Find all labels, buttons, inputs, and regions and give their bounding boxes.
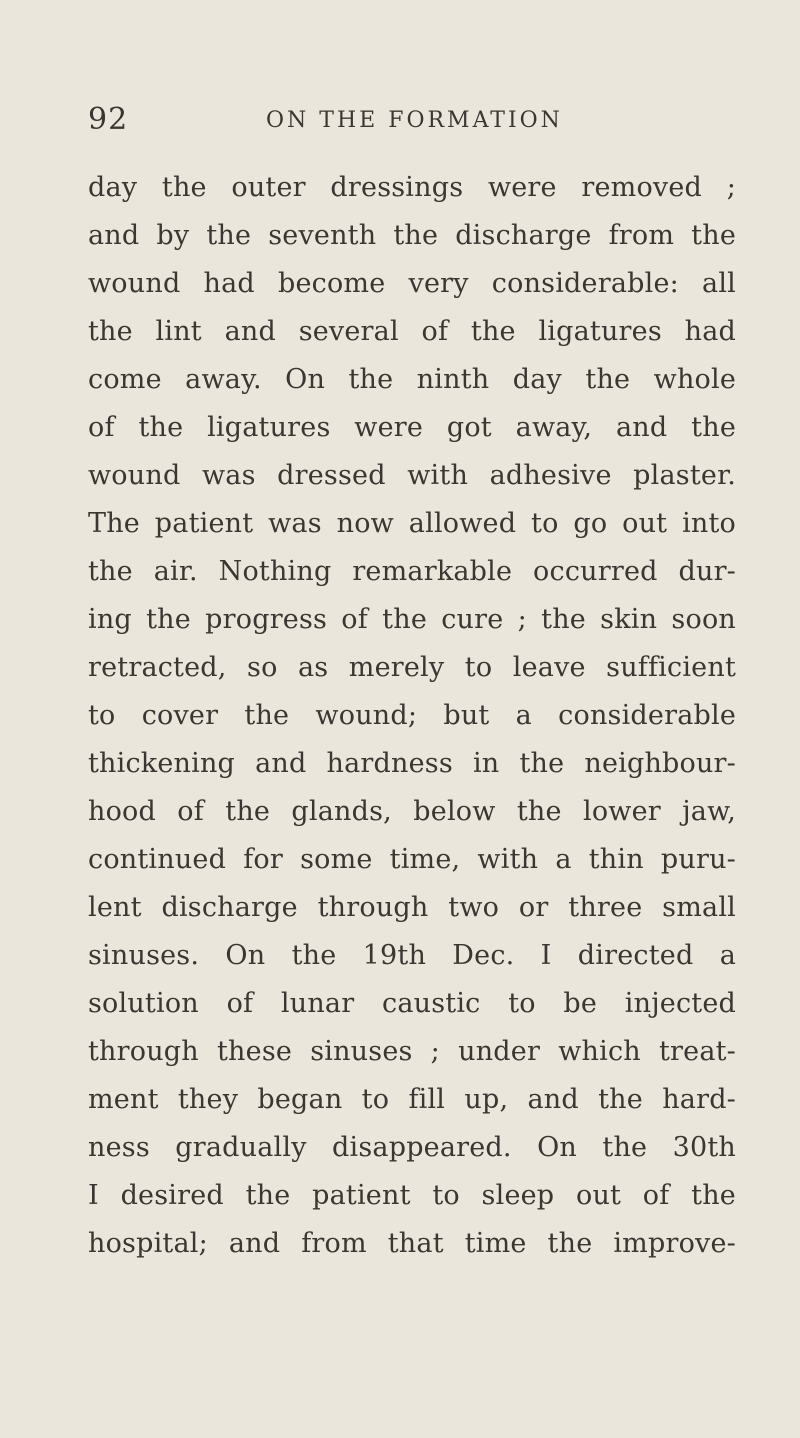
body-text xyxy=(88,164,736,1268)
text-line: hood of the glands, below the lower jaw, xyxy=(88,796,736,827)
text-line: wound was dressed with adhesive plaster. xyxy=(88,460,736,491)
text-line: thickening and hardness in the neighbour- xyxy=(88,748,736,779)
text-line: come away. On the ninth day the whole xyxy=(88,364,736,395)
page-number: 92 xyxy=(88,102,129,137)
text-line: of the ligatures were got away, and the xyxy=(88,412,736,443)
text-line: ment they began to fill up, and the hard- xyxy=(88,1084,736,1115)
text-line: sinuses. On the 19th Dec. I directed a xyxy=(88,940,736,971)
text-line: retracted, so as merely to leave sufficient xyxy=(88,652,736,683)
text-line: The patient was now allowed to go out into xyxy=(88,508,736,539)
text-line: solution of lunar caustic to be injected xyxy=(88,988,736,1019)
text-line: through these sinuses ; under which treat- xyxy=(88,1036,736,1067)
running-head: ON THE FORMATION xyxy=(266,108,563,133)
text-line: day the outer dressings were removed ; xyxy=(88,172,736,203)
text-line: I desired the patient to sleep out of the xyxy=(88,1180,736,1211)
text-line: wound had become very considerable: all xyxy=(88,268,736,299)
text-line: continued for some time, with a thin puru- xyxy=(88,844,736,875)
text-line: lent discharge through two or three small xyxy=(88,892,736,923)
page-header xyxy=(88,100,748,140)
text-line: hospital; and from that time the improve- xyxy=(88,1228,736,1259)
text-line: the lint and several of the ligatures had xyxy=(88,316,736,347)
text-line: to cover the wound; but a considerable xyxy=(88,700,736,731)
text-line: ing the progress of the cure ; the skin soon xyxy=(88,604,736,635)
text-line: ness gradually disappeared. On the 30th xyxy=(88,1132,736,1163)
text-line: and by the seventh the discharge from the xyxy=(88,220,736,251)
text-line: the air. Nothing remarkable occurred dur- xyxy=(88,556,736,587)
